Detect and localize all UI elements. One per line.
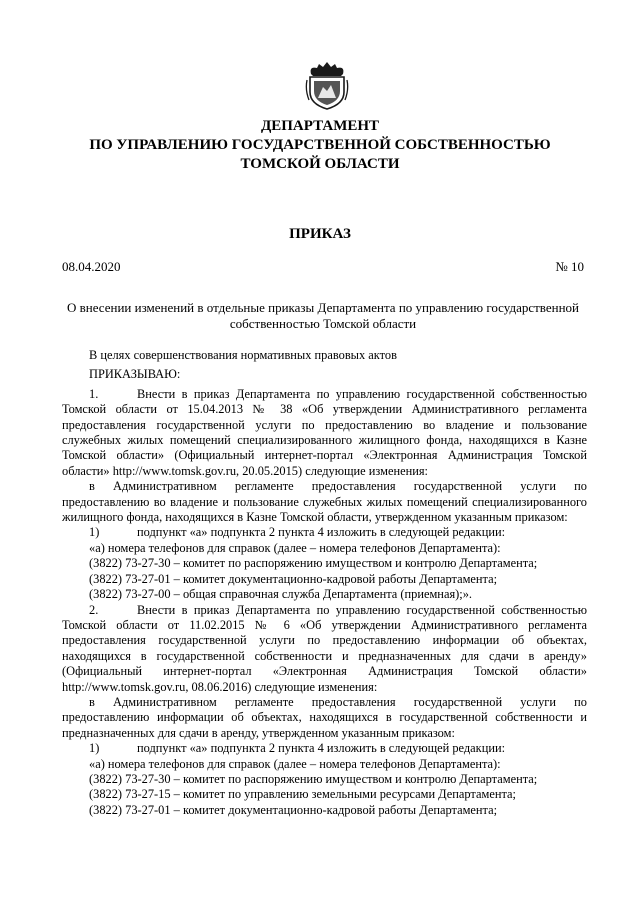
item-2-line: «а) номера телефонов для справок (далее – номера телефонов Департамента): [89,756,501,771]
item-2-line: (3822) 73-27-15 – комитет по управлению земельными ресурсами Департамента; [89,787,516,802]
item-2-number: 2. [89,602,99,617]
order-word: ПРИКАЗЫВАЮ: [89,367,181,382]
document-body [62,348,587,818]
item-1-number: 1. [89,386,99,401]
department-line-2: ПО УПРАВЛЕНИЮ ГОСУДАРСТВЕННОЙ СОБСТВЕННОСТЬЮ [89,137,551,153]
item-1 [62,387,587,479]
item-2-subitem-number: 1) [89,741,100,756]
item-1-line: (3822) 73-27-00 – общая справочная служба Департамента (приемная);». [89,587,473,602]
item-2-subitem [62,741,587,756]
item-1-text: Внести в приказ Департамента по управлению государственной собственностью Томской области от 15.04.2013 № 38 «Об утверждении Административного регламента предоставления государственной услуги по предоставлению во владение и пользование служебных жилых помещений специализированного жилищного фонда, находящихся в Казне Томской области» (Официальный интернет-портал «Электронная Администрация Томской области» http://www.tomsk.gov.ru, 20.05.2015) следующие изменения: [62,386,587,478]
item-1-subitem [62,525,587,540]
document-title: ПРИКАЗ [289,226,351,242]
item-2-intro: в Административном регламенте предоставления государственной услуги по предоставлению информации об объектах, находящихся в государственной собственности и предназначенных для сдачи в аренду, утвержденном указанным приказом: [62,694,587,740]
item-2 [62,603,587,695]
item-1-line: «а) номера телефонов для справок (далее – номера телефонов Департамента): [89,540,501,555]
item-1-line: (3822) 73-27-30 – комитет по распоряжению имуществом и контролю Департамента; [89,556,538,571]
item-1-subitem-text: подпункт «а» подпункта 2 пункта 4 изложить в следующей редакции: [137,525,506,540]
department-line-3: ТОМСКОЙ ОБЛАСТИ [240,156,400,172]
department-line-1: ДЕПАРТАМЕНТ [260,118,380,134]
coat-of-arms-icon [305,60,349,110]
document-date: 08.04.2020 [62,259,121,274]
item-2-text: Внести в приказ Департамента по управлению государственной собственностью Томской области от 11.02.2015 № 6 «Об утверждении Административного регламента предоставления государственной услуги по предоставлению информации об объектах, находящихся в государственной собственности и предназначенных для сдачи в аренду» (Официальный интернет-портал «Электронная Администрация Томской области» http://www.tomsk.gov.ru, 08.06.2016) следующие изменения: [62,602,587,694]
document-number: № 10 [555,259,584,274]
document-subject: О внесении изменений в отдельные приказы Департамента по управлению государственной собственностью Томской области [66,300,580,331]
item-2-line: (3822) 73-27-30 – комитет по распоряжению имуществом и контролю Департамента; [89,771,538,786]
item-1-line: (3822) 73-27-01 – комитет документационно-кадровой работы Департамента; [89,571,498,586]
item-2-subitem-text: подпункт «а» подпункта 2 пункта 4 изложить в следующей редакции: [137,741,506,756]
item-1-subitem-number: 1) [89,525,100,540]
item-2-line: (3822) 73-27-01 – комитет документационно-кадровой работы Департамента; [89,802,498,817]
item-1-intro: в Административном регламенте предоставления государственной услуги по предоставлению во владение и пользование служебных жилых помещений специализированного жилищного фонда, находящихся в Казне Томской области, утвержденном указанным приказом: [62,479,587,525]
intro-paragraph: В целях совершенствования нормативных правовых актов [89,348,397,362]
